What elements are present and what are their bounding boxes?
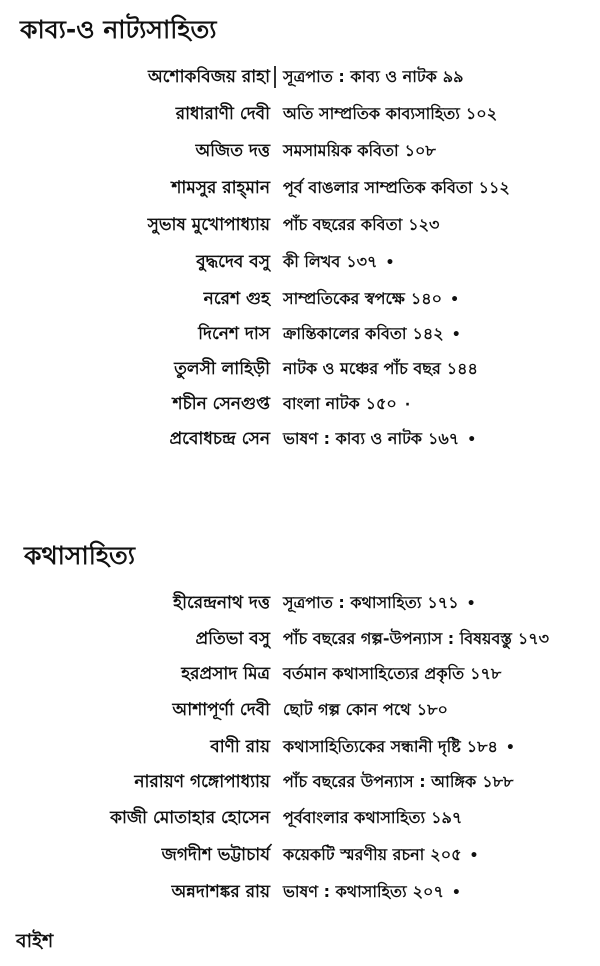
entry-title-line <box>283 842 478 869</box>
entry-bullet: • <box>467 432 477 448</box>
entry-title-line <box>283 769 521 796</box>
toc-entry <box>0 661 600 691</box>
entry-author: সুভাষ মুখোপাধ্যায় <box>147 215 270 235</box>
entry-title: পূর্ববাংলার কথাসাহিত্য <box>283 808 426 827</box>
toc-entry <box>0 249 600 279</box>
entry-title: কয়েকটি স্মরণীয় রচনা <box>283 845 425 864</box>
entry-page: ১৪০ <box>410 289 443 308</box>
entry-title: সূত্রপাত : কাব্য ও নাটক <box>283 67 437 86</box>
entry-title-line <box>283 356 486 383</box>
entry-title-line <box>283 805 470 832</box>
entry-title-line <box>283 661 509 688</box>
entry-title-line <box>283 286 459 313</box>
entry-title: পাঁচ বছরের কবিতা <box>283 215 403 234</box>
toc-entry <box>0 391 600 421</box>
entry-page: ১৫০ <box>365 394 397 413</box>
entry-title: ছোট গল্প কোন পথে <box>283 700 411 719</box>
entry-author: বাণী রায় <box>210 737 270 757</box>
entry-page: ১৭৩ <box>517 629 550 648</box>
toc-entry <box>0 769 600 799</box>
toc-entry <box>0 626 600 656</box>
entry-bullet: • <box>505 740 515 756</box>
entry-page: ১৩৭ <box>346 252 378 271</box>
toc-entry <box>0 805 600 835</box>
toc-entry <box>0 101 600 131</box>
entry-title: নাটক ও মঞ্চের পাঁচ বছর <box>283 359 441 378</box>
entry-title: পূর্ব বাঙলার সাম্প্রতিক কবিতা <box>283 178 473 197</box>
toc-entry <box>0 64 600 94</box>
entry-bullet: • <box>385 255 395 271</box>
entry-author: বুদ্ধদেব বসু <box>196 252 270 272</box>
entry-bullet: • <box>469 848 479 864</box>
entry-title-line <box>283 101 505 128</box>
entry-title: বাংলা নাটক <box>283 394 360 413</box>
entry-title: অতি সাম্প্রতিক কাব্যসাহিত্য <box>283 104 460 123</box>
entry-page: ১৮৪ <box>466 737 498 756</box>
toc-entry <box>0 175 600 205</box>
toc-entry <box>0 356 600 386</box>
entry-page: ২০৭ <box>412 882 444 901</box>
entry-page: ১০২ <box>465 104 498 123</box>
entry-bullet: • <box>450 292 460 308</box>
entry-title-line <box>283 879 461 906</box>
entry-title-line <box>283 391 410 418</box>
page-folio: বাইশ <box>16 930 54 952</box>
entry-author: নরেশ গুহ <box>203 289 270 309</box>
entry-author: অশোকবিজয় রাহা <box>147 67 270 87</box>
entry-title: ভাষণ : কথাসাহিত্য <box>283 882 407 901</box>
entry-title-line <box>283 138 444 165</box>
entry-author: প্রতিভা বসু <box>195 629 270 649</box>
entry-title: সূত্রপাত : কথাসাহিত্য <box>283 593 422 612</box>
entry-page: ১৭১ <box>427 593 459 612</box>
toc-entry <box>0 212 600 242</box>
toc-entry <box>0 426 600 456</box>
entry-title-line <box>283 212 447 239</box>
entry-page: ১০৮ <box>404 141 436 160</box>
entry-title: ক্রান্তিকালের কবিতা <box>283 324 407 343</box>
section-title-kabya-natya: কাব্য-ও নাট্যসাহিত্য <box>20 15 217 44</box>
entry-author: আশাপূর্ণা দেবী <box>172 700 270 720</box>
entry-title: সাম্প্রতিকের স্বপক্ষে <box>283 289 405 308</box>
entry-author: প্রবোধচন্দ্র সেন <box>169 429 270 449</box>
entry-author: কাজী মোতাহার হোসেন <box>110 808 270 828</box>
entry-author: নারায়ণ গঙ্গোপাধ্যায় <box>134 772 270 792</box>
entry-author: তুলসী লাহিড়ী <box>174 359 270 379</box>
entry-title: বর্তমান কথাসাহিত্যের প্রকৃতি <box>283 664 465 683</box>
entry-title-line <box>283 175 518 202</box>
toc-entry <box>0 321 600 351</box>
entry-title-line <box>283 626 557 653</box>
entry-author: শচীন সেনগুপ্ত <box>172 394 270 414</box>
entry-page: ১৪২ <box>412 324 444 343</box>
entry-title-line <box>283 590 476 617</box>
toc-entry <box>0 842 600 872</box>
entry-author: দিনেশ দাস <box>198 324 270 344</box>
entry-title-line <box>283 697 456 724</box>
entry-title-line <box>283 64 472 91</box>
section-title-kathasahitya: কথাসাহিত্য <box>24 541 135 570</box>
entry-author: শামসুর রাহ্‌মান <box>171 178 270 198</box>
entry-page: ১৭৮ <box>470 664 502 683</box>
entry-page: ১৪৪ <box>446 359 478 378</box>
entry-page: ১৯৭ <box>431 808 463 827</box>
entry-title: কথাসাহিত্যিকের সন্ধানী দৃষ্টি <box>283 737 461 756</box>
entry-title: কী লিখব <box>283 252 341 271</box>
entry-bullet: • <box>451 327 461 343</box>
entry-bullet: • <box>466 596 476 612</box>
entry-author: হরপ্রসাদ মিত্র <box>181 664 270 684</box>
column-rule <box>274 66 276 88</box>
toc-entry <box>0 138 600 168</box>
entry-page: ২০৫ <box>430 845 462 864</box>
entry-title: সমসাময়িক কবিতা <box>283 141 399 160</box>
entry-author: রাধারাণী দেবী <box>175 104 270 124</box>
entry-title: ভাষণ : কাব্য ও নাটক <box>283 429 422 448</box>
entry-title: পাঁচ বছরের গল্প-উপন্যাস : বিষয়বস্তু <box>283 629 512 648</box>
entry-page: ১২৩ <box>408 215 440 234</box>
entry-page: ১৮৮ <box>482 772 514 791</box>
entry-title-line <box>283 321 461 348</box>
toc-entry <box>0 734 600 764</box>
toc-entry <box>0 590 600 620</box>
entry-page: ৯৯ <box>442 67 464 86</box>
entry-page: ১৬৭ <box>428 429 460 448</box>
entry-bullet: • <box>451 885 461 901</box>
toc-entry <box>0 286 600 316</box>
entry-title-line <box>283 734 515 761</box>
entry-author: হীরেন্দ্রনাথ দত্ত <box>173 593 270 613</box>
entry-page: ১৮০ <box>416 700 448 719</box>
toc-entry <box>0 879 600 909</box>
entry-author: জগদীশ ভট্টাচার্য <box>161 845 270 865</box>
entry-title-line <box>283 426 476 453</box>
entry-author: অজিত দত্ত <box>195 141 270 161</box>
entry-author: অন্নদাশঙ্কর রায় <box>171 882 270 902</box>
entry-title-line <box>283 249 394 276</box>
toc-entry <box>0 697 600 727</box>
entry-title: পাঁচ বছরের উপন্যাস : আঙ্গিক <box>283 772 477 791</box>
entry-bullet: · <box>404 397 411 413</box>
entry-page: ১১২ <box>478 178 510 197</box>
